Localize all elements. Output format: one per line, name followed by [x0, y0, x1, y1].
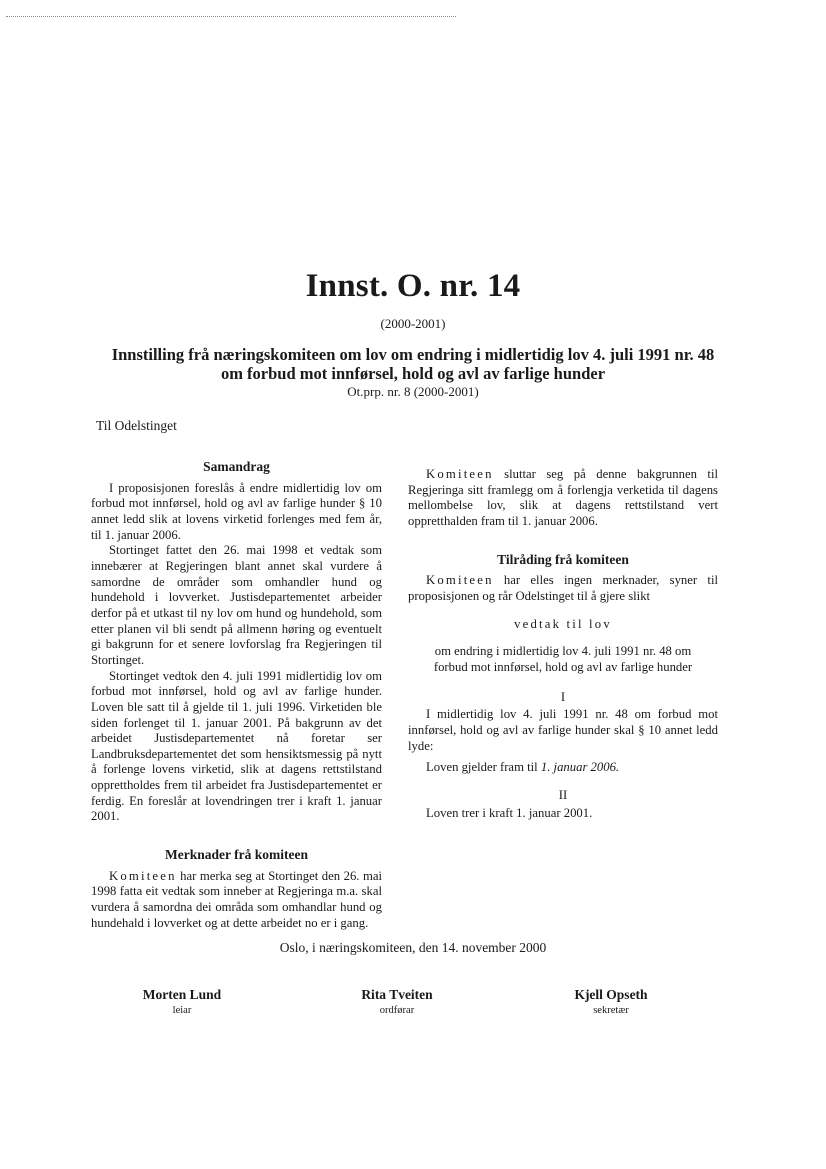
- decision-label: vedtak til lov: [514, 616, 612, 631]
- subtitle-line-2: om forbud mot innførsel, hold og avl av farlige hunder: [220, 364, 606, 383]
- heading-remarks: Merknader frå komiteen: [165, 847, 308, 863]
- document-title: Innst. O. nr. 14: [305, 268, 521, 304]
- law-title: om endring i midlertidig lov 4. juli 1991 nr. 48 om forbud mot innførsel, hold og avl av farlige hunder: [433, 644, 693, 674]
- signature-block: [511, 987, 711, 1016]
- paragraph: Stortinget vedtok den 4. juli 1991 midlertidig lov om forbud mot innførsel, hold og avl av farlige hunder. Loven ble satt til å gjelde til 1. juli 1996. Virketiden ble siden forlenget til 1. januar 2001. På bakgrunn av det arbeidet Justisdepartementet nå foretar ser Landbruksdepartementet det som hensiktsmessig på nytt å forlenge lovens virketid, slik at dagens rettstilstand opprettholdes frem til arbeidet fra Justisdepartementet er ferdig. En foreslår at lovendringen trer i kraft 1. januar 2001.: [91, 668, 382, 824]
- paragraph-text: Loven gjelder fram til: [426, 760, 541, 775]
- paragraph: [408, 573, 718, 604]
- session-label: (2000-2001): [380, 316, 446, 331]
- spaced-committee: Komiteen: [109, 868, 177, 883]
- signatory-name: Rita Tveiten: [361, 987, 433, 1002]
- paragraph: [408, 760, 718, 776]
- paragraph: I proposisjonen foreslås å endre midlertidig lov om forbud mot innførsel, hold og avl av farlige hunder § 10 annet ledd slik at lovens virketid forlenges med fem år, til 1. januar 2006.: [91, 480, 382, 542]
- signatory-name: Kjell Opseth: [574, 987, 648, 1002]
- paragraph-text: sluttar seg på denne bakgrunnen til Regjeringa sitt framlegg om å forlengja verketida til dagens mellombelse lov, slik at dagens rettstilstand vert oppretthalden fram til 1. januar 2006.: [408, 467, 718, 528]
- paragraph: [91, 869, 382, 932]
- section-roman-1: I: [560, 689, 566, 704]
- scan-dotted-line: [6, 16, 456, 17]
- addressee: Til Odelstinget: [96, 418, 177, 433]
- paragraph-text: har merka seg at Stortinget den 26. mai 1998 fatta eit vedtak som inneber at Regjeringa m.a. skal vurdera å samordna dei områda som omhandlar hund og hundehald i lovverket og at dette arbeidet no er i gang.: [91, 868, 382, 930]
- italic-date: 1. januar 2006.: [540, 760, 620, 775]
- spaced-committee: Komiteen: [426, 573, 494, 588]
- heading-summary: Samandrag: [203, 459, 270, 474]
- paragraph: [408, 467, 718, 530]
- paragraph: I midlertidig lov 4. juli 1991 nr. 48 om forbud mot innførsel, hold og avl av farlige hunder skal § 10 annet ledd lyde:: [408, 707, 718, 753]
- subtitle-line-1: Innstilling frå næringskomiteen om lov om endring i midlertidig lov 4. juli 1991 nr. 48: [111, 345, 715, 364]
- place-date: Oslo, i næringskomiteen, den 14. november 2000: [279, 940, 547, 955]
- signatory-name: Morten Lund: [142, 987, 222, 1002]
- document-subtitle: [70, 345, 756, 383]
- signatory-role: sekretær: [593, 1005, 629, 1016]
- paragraph-text: har elles ingen merknader, syner til proposisjonen og rår Odelstinget til å gjere slikt: [408, 573, 718, 603]
- signatory-role: leiar: [172, 1005, 192, 1016]
- signatory-role: ordførar: [379, 1005, 415, 1016]
- spaced-committee: Komiteen: [426, 467, 494, 481]
- signature-block: [297, 987, 497, 1016]
- paragraph: Loven trer i kraft 1. januar 2001.: [426, 805, 593, 820]
- right-column: [408, 467, 718, 821]
- left-column: [91, 459, 382, 931]
- section-roman-2: II: [558, 787, 568, 802]
- signature-block: [82, 987, 282, 1016]
- proposition-reference: Ot.prp. nr. 8 (2000-2001): [347, 384, 479, 399]
- paragraph: Stortinget fattet den 26. mai 1998 et vedtak som innebærer at Regjeringen blant annet skal vurdere å samordne de områder som omhandler hund og hundehold i lovverket. Justisdepartementet arbeider derfor på et utkast til ny lov om hund og hundehold, som etter planen vil bli sendt på allmenn høring og eventuelt gi bakgrunn for et senere lovforslag fra Regjeringen til Stortinget.: [91, 543, 382, 667]
- heading-recommendation: Tilråding frå komiteen: [497, 551, 629, 567]
